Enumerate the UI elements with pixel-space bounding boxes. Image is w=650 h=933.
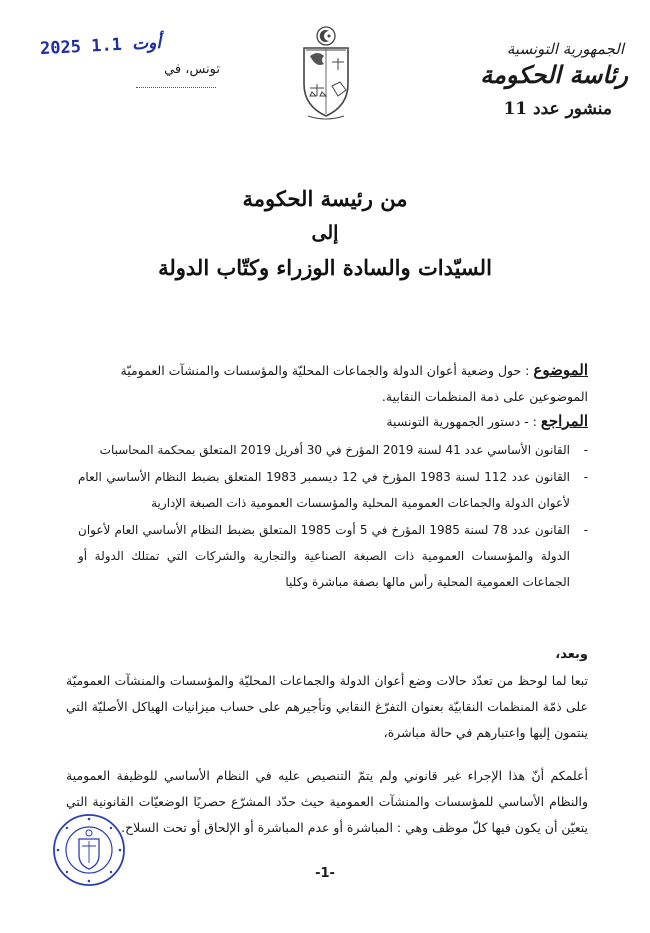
circular-number: منشور عدد 11: [503, 99, 612, 119]
reference-item: - القانون عدد 78 لسنة 1985 المؤرخ في 5 أوت 1985 المتعلق بضبط النظام الأساسي العام لأعوان الدولة والمؤسسات العمومية ذات الصبغة الصناعية والتجارية والشركات التي تمتلك الدولة أو الجماعات العمومية المحلية رأس مالها بصفة مباشرة وكليا: [78, 517, 588, 595]
opening-word: وبعد،: [555, 647, 588, 662]
date-stamp-day: 1.1: [90, 34, 123, 57]
date-stamp-year: 2025: [39, 37, 82, 60]
recipients-title: السيّدات والسادة الوزراء وكتّاب الدولة: [158, 255, 492, 280]
body-paragraph-2: أعلمكم أنّ هذا الإجراء غير قانوني ولم يتمّ التنصيص عليه في النظام الأساسي للوظيفة العمومية والنظام الأساسي للمؤسسات والمنشآت العمومية حيث حدّد المشرّع حصريًا الوضعيّات القانونية التي يتعيّن أن يكون فيها كلّ موظف وهي : المباشرة أو عدم المباشرة أو الإلحاق أو تحت السلاح.: [66, 768, 588, 835]
reference-item: - القانون عدد 112 لسنة 1983 المؤرخ في 12 ديسمبر 1983 المتعلق بضبط النظام الأساسي العام لأعوان الدولة والجماعات العمومية المحلية والمؤسسات العمومية ذات الصبغة الإدارية: [78, 464, 588, 516]
references-label: المراجع: [540, 412, 588, 430]
references-list: [78, 437, 588, 596]
date-stamp-month: أوت: [131, 32, 162, 55]
date-stamp: [40, 33, 162, 59]
to-title: إلى: [311, 222, 339, 244]
subject-block: [58, 357, 588, 410]
subject-text: : حول وضعية أعوان الدولة والجماعات المحليّة والمؤسسات والمنشآت العموميّة الموضوعين على ذمة المنظمات النقابية.: [120, 363, 588, 404]
place-label: تونس، في: [164, 62, 220, 77]
place-date-line: [100, 62, 220, 92]
date-dotted-line: [136, 87, 216, 88]
republic-heading: الجمهورية التونسية: [506, 40, 624, 58]
reference-item: - القانون الأساسي عدد 41 لسنة 2019 المؤرخ في 30 أفريل 2019 المتعلق بمحكمة المحاسبات: [78, 437, 588, 463]
subject-label: الموضوع: [533, 361, 588, 379]
references-heading: [58, 412, 588, 430]
body-paragraph-1: تبعا لما لوحظ من تعدّد حالات وضع أعوان الدولة والجماعات المحليّة والمؤسسات والمنشآت العموميّة على ذمّة المنظمات النقابيّة بعنوان التفرّغ النقابي وتأجيرهم على حساب ميزانيات الهياكل الأصليّة التي ينتمون إليها واعتبارهم في حالة مباشرة،: [66, 673, 588, 740]
from-title: من رئيسة الحكومة: [242, 186, 408, 211]
reference-constitution: : - دستور الجمهورية التونسية: [386, 414, 537, 429]
page-number: -1-: [315, 866, 335, 881]
coat-of-arms-icon: [296, 22, 356, 122]
presidency-heading: رئاسة الحكومة: [480, 60, 628, 89]
